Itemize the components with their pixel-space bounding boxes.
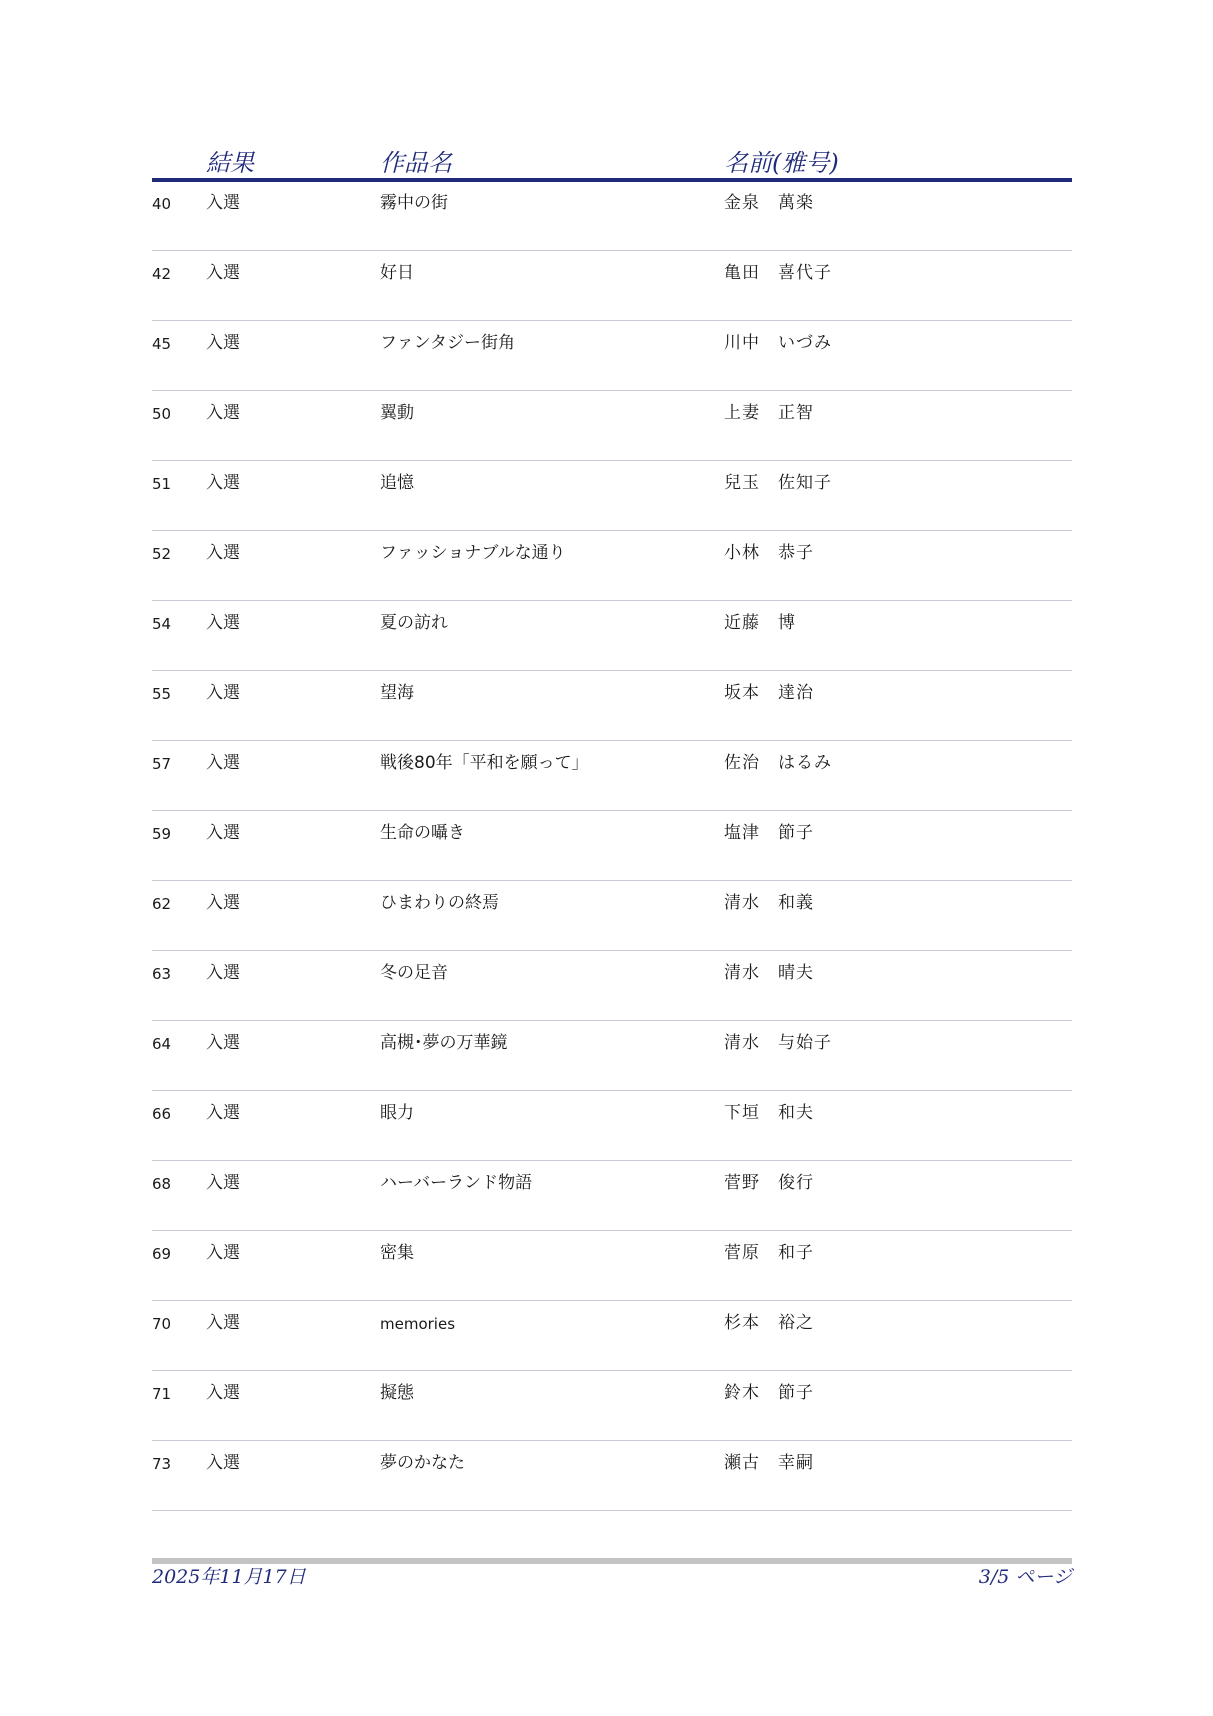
table-row bbox=[152, 882, 1072, 951]
entry-number: 68 bbox=[152, 1175, 172, 1193]
entry-name: 亀田 喜代子 bbox=[724, 263, 832, 283]
entry-result: 入選 bbox=[206, 543, 240, 563]
entry-title: 戦後80年「平和を願って」 bbox=[380, 753, 589, 773]
entry-name: 川中 いづみ bbox=[724, 333, 832, 353]
table-row bbox=[152, 532, 1072, 601]
entry-title: 翼動 bbox=[380, 403, 414, 423]
entry-number: 64 bbox=[152, 1035, 172, 1053]
entry-title: 生命の囁き bbox=[380, 823, 465, 843]
entry-title: ひまわりの終焉 bbox=[380, 893, 499, 913]
entry-name: 菅原 和子 bbox=[724, 1243, 814, 1263]
entry-name: 小林 恭子 bbox=[724, 543, 814, 563]
entry-number: 66 bbox=[152, 1105, 172, 1123]
entry-name: 清水 与始子 bbox=[724, 1033, 832, 1053]
entry-name: 金泉 萬楽 bbox=[724, 193, 814, 213]
entry-name: 近藤 博 bbox=[724, 613, 796, 633]
table-row bbox=[152, 252, 1072, 321]
table-row bbox=[152, 1022, 1072, 1091]
table-row bbox=[152, 1162, 1072, 1231]
entry-result: 入選 bbox=[206, 613, 240, 633]
entry-name: 清水 晴夫 bbox=[724, 963, 814, 983]
table-row bbox=[152, 812, 1072, 881]
entry-name: 上妻 正智 bbox=[724, 403, 814, 423]
entry-number: 69 bbox=[152, 1245, 172, 1263]
table-row bbox=[152, 602, 1072, 671]
header-title: 作品名 bbox=[380, 149, 452, 177]
table-row bbox=[152, 672, 1072, 741]
table-row bbox=[152, 322, 1072, 391]
entry-name: 杉本 裕之 bbox=[724, 1313, 814, 1333]
entry-number: 57 bbox=[152, 755, 172, 773]
entry-result: 入選 bbox=[206, 473, 240, 493]
entry-result: 入選 bbox=[206, 263, 240, 283]
entry-result: 入選 bbox=[206, 333, 240, 353]
entry-result: 入選 bbox=[206, 683, 240, 703]
entry-number: 62 bbox=[152, 895, 172, 913]
entry-result: 入選 bbox=[206, 963, 240, 983]
entry-result: 入選 bbox=[206, 193, 240, 213]
table-row bbox=[152, 1232, 1072, 1301]
entry-name: 鈴木 節子 bbox=[724, 1383, 814, 1403]
entry-title: 夢のかなた bbox=[380, 1453, 465, 1473]
entry-title: memories bbox=[380, 1315, 456, 1333]
entry-name: 瀬古 幸嗣 bbox=[724, 1453, 814, 1473]
entry-title: ファンタジー街角 bbox=[380, 333, 515, 353]
entry-result: 入選 bbox=[206, 1453, 240, 1473]
entry-number: 55 bbox=[152, 685, 172, 703]
table-row bbox=[152, 1442, 1072, 1511]
entry-name: 下垣 和夫 bbox=[724, 1103, 814, 1123]
entry-title: 密集 bbox=[380, 1243, 414, 1263]
entry-title: 霧中の街 bbox=[380, 193, 448, 213]
entry-result: 入選 bbox=[206, 753, 240, 773]
entry-number: 73 bbox=[152, 1455, 172, 1473]
entry-title: 好日 bbox=[380, 263, 414, 283]
table-row bbox=[152, 392, 1072, 461]
table-header bbox=[152, 146, 1072, 180]
entry-title: 冬の足音 bbox=[380, 963, 448, 983]
entry-number: 63 bbox=[152, 965, 172, 983]
header-name: 名前(雅号) bbox=[724, 149, 839, 177]
entry-number: 59 bbox=[152, 825, 172, 843]
entry-title: 高槻･夢の万華鏡 bbox=[380, 1033, 508, 1053]
entry-title: ファッショナブルな通り bbox=[380, 543, 566, 563]
entry-name: 塩津 節子 bbox=[724, 823, 814, 843]
entry-title: 追憶 bbox=[380, 473, 414, 493]
entry-result: 入選 bbox=[206, 893, 240, 913]
entry-number: 52 bbox=[152, 545, 172, 563]
entry-result: 入選 bbox=[206, 1103, 240, 1123]
entry-result: 入選 bbox=[206, 1173, 240, 1193]
entry-title: ハーバーランド物語 bbox=[380, 1173, 533, 1193]
table-row bbox=[152, 462, 1072, 531]
table-row bbox=[152, 952, 1072, 1021]
entry-number: 42 bbox=[152, 265, 172, 283]
table-row bbox=[152, 1372, 1072, 1441]
entry-result: 入選 bbox=[206, 1383, 240, 1403]
entry-number: 70 bbox=[152, 1315, 172, 1333]
table-row bbox=[152, 182, 1072, 251]
table-row bbox=[152, 742, 1072, 811]
entry-name: 坂本 達治 bbox=[724, 683, 814, 703]
entry-number: 45 bbox=[152, 335, 172, 353]
entry-number: 54 bbox=[152, 615, 172, 633]
table-row bbox=[152, 1302, 1072, 1371]
entry-result: 入選 bbox=[206, 1313, 240, 1333]
entry-name: 佐治 はるみ bbox=[724, 753, 832, 773]
entry-title: 夏の訪れ bbox=[380, 613, 448, 633]
results-table bbox=[152, 182, 1072, 1512]
entry-result: 入選 bbox=[206, 1033, 240, 1053]
table-row bbox=[152, 1092, 1072, 1161]
entry-title: 擬態 bbox=[380, 1383, 414, 1403]
entry-name: 兒玉 佐知子 bbox=[724, 473, 832, 493]
entry-name: 菅野 俊行 bbox=[724, 1173, 814, 1193]
entry-title: 眼力 bbox=[380, 1103, 414, 1123]
entry-result: 入選 bbox=[206, 823, 240, 843]
entry-result: 入選 bbox=[206, 1243, 240, 1263]
footer-date: 2025年11月17日 bbox=[152, 1566, 306, 1588]
entry-number: 51 bbox=[152, 475, 172, 493]
entry-name: 清水 和義 bbox=[724, 893, 814, 913]
entry-number: 50 bbox=[152, 405, 172, 423]
entry-result: 入選 bbox=[206, 403, 240, 423]
entry-number: 71 bbox=[152, 1385, 172, 1403]
header-result: 結果 bbox=[206, 149, 254, 177]
page-number: 3/5 ページ bbox=[978, 1566, 1072, 1588]
entry-number: 40 bbox=[152, 195, 172, 213]
entry-title: 望海 bbox=[380, 683, 414, 703]
